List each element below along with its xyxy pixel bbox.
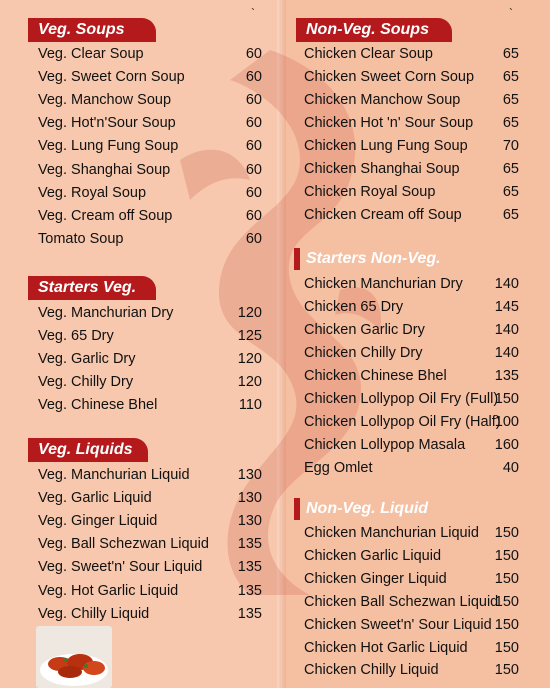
menu-item-row: [304, 273, 519, 296]
menu-item-price: 65: [502, 161, 519, 177]
starters-nonveg-heading: [294, 246, 464, 272]
menu-item-row: [38, 556, 262, 579]
menu-item-price: 140: [494, 345, 519, 361]
menu-item-name: Veg. Cream off Soup: [38, 207, 173, 224]
menu-item-name: Veg. Chilly Dry: [38, 374, 134, 391]
menu-item-row: [38, 302, 262, 325]
menu-item-row: [38, 43, 262, 66]
menu-item-price: 135: [237, 582, 262, 599]
menu-item-name: Chicken Sweet Corn Soup: [304, 69, 475, 85]
menu-item-row: [38, 348, 262, 371]
menu-item-price: 40: [502, 460, 519, 476]
menu-item-row: [304, 158, 519, 181]
menu-item-price: 140: [494, 276, 519, 292]
menu-item-row: [304, 591, 519, 614]
menu-item-price: 135: [494, 368, 519, 384]
menu-item-row: [38, 66, 262, 89]
menu-item-name: Chicken 65 Dry: [304, 299, 404, 315]
menu-item-name: Veg. Manchow Soup: [38, 92, 172, 109]
menu-item-row: [304, 522, 519, 545]
menu-item-price: 60: [245, 46, 262, 62]
menu-item-row: [38, 112, 262, 135]
nonveg-soups-title: Non-Veg. Soups: [306, 21, 429, 38]
menu-item-price: 60: [245, 230, 262, 247]
menu-item-price: 60: [245, 184, 262, 201]
menu-item-row: [38, 580, 262, 603]
menu-item-price: 65: [502, 46, 519, 62]
menu-item-price: 120: [237, 374, 262, 391]
starters-veg-heading: [28, 276, 156, 300]
menu-item-row: [38, 603, 262, 626]
menu-item-name: Chicken Garlic Dry: [304, 322, 425, 338]
menu-item-price: 65: [502, 115, 519, 131]
chicken-wings-photo-icon: [36, 626, 112, 688]
menu-item-row: [38, 182, 262, 205]
menu-item-price: 150: [494, 662, 519, 679]
menu-item-name: Veg. Shanghai Soup: [38, 161, 171, 178]
menu-item-price: 130: [237, 467, 262, 483]
menu-item-row: [38, 159, 262, 182]
menu-item-price: 65: [502, 69, 519, 85]
menu-item-name: Veg. Manchurian Liquid: [38, 467, 190, 483]
price-mark-left: `: [251, 6, 255, 20]
menu-item-name: Egg Omlet: [304, 460, 373, 476]
veg-soups-heading: [28, 18, 156, 42]
veg-liquids-title: Veg. Liquids: [38, 441, 133, 458]
menu-item-price: 65: [502, 92, 519, 108]
menu-item-name: Veg. Chilly Liquid: [38, 605, 150, 622]
menu-item-row: [304, 66, 519, 89]
menu-item-row: [304, 112, 519, 135]
menu-item-row: [304, 637, 519, 660]
menu-item-name: Veg. Sweet'n' Sour Liquid: [38, 559, 203, 576]
menu-item-row: [304, 342, 519, 365]
menu-item-name: Veg. Royal Soup: [38, 184, 147, 201]
menu-item-price: 60: [245, 161, 262, 178]
starters-veg-title: Starters Veg.: [38, 279, 137, 296]
menu-item-row: [38, 228, 262, 251]
menu-item-row: [304, 457, 519, 480]
menu-item-price: 140: [494, 322, 519, 338]
menu-item-row: [304, 411, 519, 434]
menu-item-name: Veg. Manchurian Dry: [38, 305, 174, 321]
menu-item-name: Chicken Ball Schezwan Liquid: [304, 593, 499, 610]
menu-item-price: 160: [494, 437, 519, 453]
nonveg-liquid-heading: [294, 496, 464, 522]
nonveg-liquid-title: Non-Veg. Liquid: [306, 500, 429, 517]
menu-item-name: Chicken Lung Fung Soup: [304, 138, 468, 154]
menu-item-name: Veg. Hot'n'Sour Soup: [38, 115, 176, 132]
menu-item-row: [304, 135, 519, 158]
menu-item-row: [38, 533, 262, 556]
menu-item-price: 135: [237, 536, 262, 553]
menu-item-price: 65: [502, 184, 519, 200]
menu-item-name: Veg. Garlic Liquid: [38, 490, 152, 507]
menu-item-name: Veg. Chinese Bhel: [38, 397, 158, 414]
menu-item-name: Chicken Shanghai Soup: [304, 161, 460, 177]
menu-item-price: 135: [237, 559, 262, 576]
menu-item-row: [304, 296, 519, 319]
menu-item-name: Chicken Garlic Liquid: [304, 547, 442, 564]
menu-item-price: 120: [237, 351, 262, 368]
menu-item-row: [304, 545, 519, 568]
menu-item-row: [304, 388, 519, 411]
menu-item-row: [38, 325, 262, 348]
menu-item-name: Veg. Clear Soup: [38, 46, 144, 62]
menu-item-price: 60: [245, 207, 262, 224]
menu-item-name: Chicken Sweet'n' Sour Liquid: [304, 616, 492, 633]
menu-item-price: 135: [237, 605, 262, 622]
menu-item-row: [38, 510, 262, 533]
menu-item-price: 110: [238, 397, 262, 414]
nonveg-soups-heading: [296, 18, 452, 42]
menu-item-row: [304, 89, 519, 112]
menu-item-name: Veg. Garlic Dry: [38, 351, 136, 368]
menu-item-row: [304, 365, 519, 388]
menu-item-name: Chicken Hot Garlic Liquid: [304, 639, 468, 656]
menu-item-row: [304, 434, 519, 457]
menu-item-name: Chicken Lollypop Oil Fry (Half): [304, 414, 501, 430]
menu-item-price: 150: [494, 547, 519, 564]
menu-item-row: [38, 205, 262, 228]
menu-item-price: 60: [245, 92, 262, 109]
menu-item-name: Chicken Chilly Liquid: [304, 662, 439, 679]
menu-item-price: 130: [237, 513, 262, 530]
veg-liquids-heading: [28, 438, 148, 462]
starters-nonveg-title: Starters Non-Veg.: [306, 250, 441, 267]
menu-item-name: Chicken Ginger Liquid: [304, 570, 447, 587]
menu-item-name: Veg. Ginger Liquid: [38, 513, 158, 530]
menu-item-row: [304, 319, 519, 342]
menu-item-price: 100: [494, 414, 519, 430]
menu-item-row: [304, 568, 519, 591]
menu-item-price: 150: [494, 391, 519, 407]
menu-item-price: 150: [494, 593, 519, 610]
menu-item-name: Chicken Hot 'n' Sour Soup: [304, 115, 474, 131]
menu-item-name: Chicken Manchurian Liquid: [304, 525, 479, 541]
menu-item-name: Chicken Cream off Soup: [304, 207, 462, 223]
menu-item-name: Veg. Hot Garlic Liquid: [38, 582, 179, 599]
menu-item-name: Veg. Sweet Corn Soup: [38, 69, 185, 86]
menu-item-row: [38, 394, 262, 417]
menu-item-row: [38, 135, 262, 158]
menu-item-row: [38, 371, 262, 394]
menu-item-price: 60: [245, 69, 262, 86]
menu-item-name: Veg. 65 Dry: [38, 328, 114, 345]
menu-item-price: 150: [494, 616, 519, 633]
price-mark-right: `: [509, 6, 513, 20]
menu-item-name: Veg. Ball Schezwan Liquid: [38, 536, 209, 553]
menu-item-row: [304, 204, 519, 227]
menu-item-row: [304, 181, 519, 204]
menu-item-price: 150: [494, 570, 519, 587]
menu-item-row: [304, 614, 519, 637]
menu-item-price: 125: [237, 328, 262, 345]
heading-bar: [294, 498, 300, 520]
menu-item-price: 145: [494, 299, 519, 315]
menu-item-name: Chicken Manchow Soup: [304, 92, 461, 108]
menu-item-price: 70: [502, 138, 519, 154]
menu-item-price: 150: [494, 639, 519, 656]
menu-item-row: [38, 89, 262, 112]
menu-item-name: Chicken Chilly Dry: [304, 345, 423, 361]
menu-item-price: 130: [237, 490, 262, 507]
veg-soups-title: Veg. Soups: [38, 21, 125, 38]
menu-item-price: 60: [245, 115, 262, 132]
menu-item-name: Chicken Manchurian Dry: [304, 276, 463, 292]
menu-item-price: 60: [245, 138, 262, 155]
menu-item-price: 65: [502, 207, 519, 223]
menu-item-name: Chicken Chinese Bhel: [304, 368, 447, 384]
menu-item-name: Tomato Soup: [38, 230, 124, 247]
menu-item-name: Chicken Lollypop Oil Fry (Full): [304, 391, 499, 407]
heading-bar: [294, 248, 300, 270]
menu-item-row: [304, 659, 519, 682]
menu-item-name: Chicken Royal Soup: [304, 184, 436, 200]
menu-item-row: [38, 487, 262, 510]
menu-item-row: [304, 43, 519, 66]
menu-item-row: [38, 464, 262, 487]
menu-item-price: 120: [237, 305, 262, 321]
menu-item-name: Chicken Lollypop Masala: [304, 437, 466, 453]
menu-item-name: Chicken Clear Soup: [304, 46, 433, 62]
menu-item-price: 150: [494, 525, 519, 541]
menu-item-name: Veg. Lung Fung Soup: [38, 138, 179, 155]
